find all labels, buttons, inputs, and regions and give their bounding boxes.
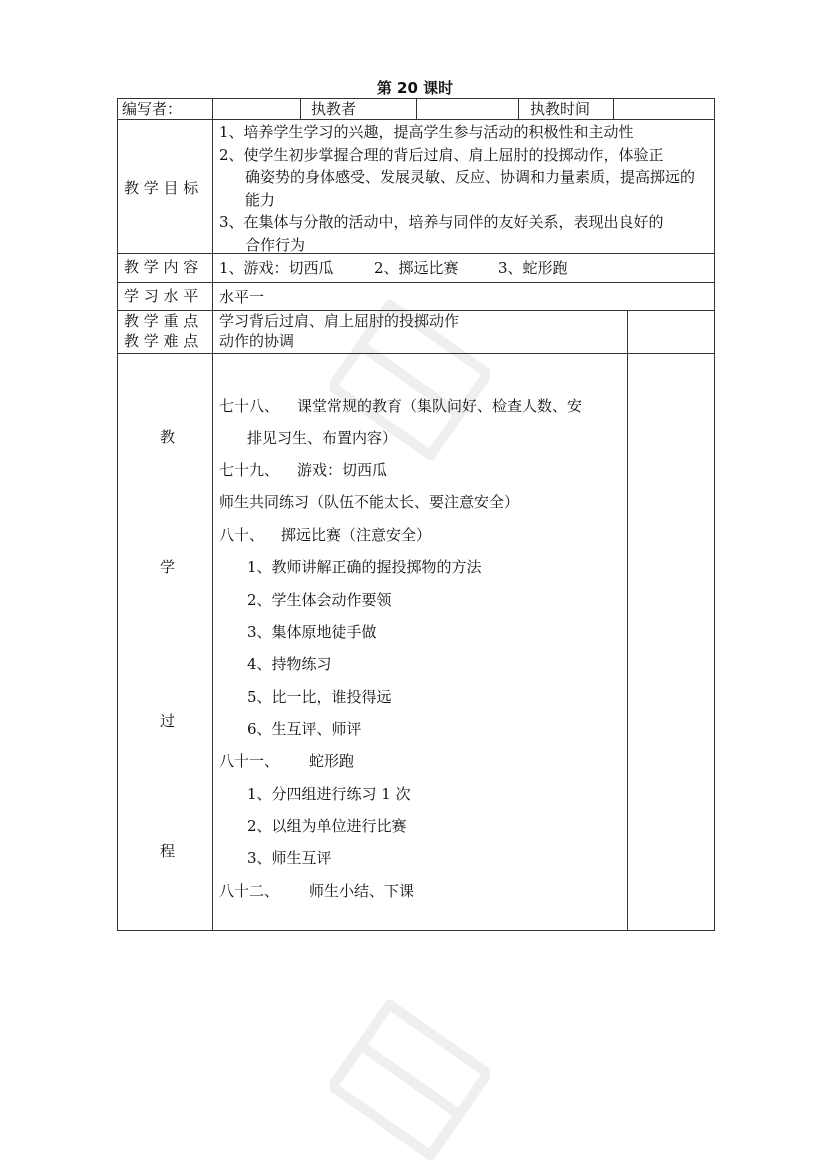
content-label: 教 学 内 容 bbox=[124, 258, 199, 276]
objective-item: 3、在集体与分散的活动中，培养与同伴的友好关系，表现出良好的 合作行为 bbox=[219, 213, 664, 254]
process-sub-item: 1、分四组进行练习 1 次 bbox=[247, 785, 411, 803]
level-value: 水平一 bbox=[219, 288, 265, 306]
content-item: 3、蛇形跑 bbox=[498, 259, 568, 277]
process-label-char: 学 bbox=[160, 558, 176, 576]
process-sub-item: 4、持物练习 bbox=[247, 655, 332, 673]
focus-label: 教 学 重 点 bbox=[124, 312, 199, 330]
watermark-graphic bbox=[330, 300, 490, 460]
process-sub-item: 5、比一比，谁投得远 bbox=[247, 688, 392, 706]
process-label-char: 过 bbox=[160, 712, 176, 730]
process-step: 八十、 掷远比赛（注意安全） bbox=[219, 526, 432, 544]
level-label: 学 习 水 平 bbox=[124, 287, 199, 305]
process-step: 八十一、 蛇形跑 bbox=[219, 752, 355, 770]
process-step: 七十八、 课堂常规的教育（集队问好、检查人数、安 bbox=[219, 397, 583, 415]
focus-text: 学习背后过肩、肩上屈肘的投掷动作 bbox=[219, 312, 460, 330]
process-sub-item: 2、以组为单位进行比赛 bbox=[247, 817, 407, 835]
objectives-label: 教 学 目 标 bbox=[124, 179, 199, 197]
content-item: 2、掷远比赛 bbox=[374, 259, 459, 277]
writer-label: 编写者： bbox=[122, 100, 183, 118]
process-label-char: 程 bbox=[160, 842, 176, 860]
process-sub-item: 1、教师讲解正确的握投掷物的方法 bbox=[247, 558, 482, 576]
page-title: 第 20 课时 bbox=[376, 79, 454, 97]
process-label-char: 教 bbox=[160, 428, 176, 446]
teaching-time-label: 执教时间 bbox=[530, 100, 591, 118]
difficulty-label: 教 学 难 点 bbox=[124, 332, 199, 350]
process-sub-item: 3、师生互评 bbox=[247, 849, 332, 867]
objective-item: 1、培养学生学习的兴趣，提高学生参与活动的积极性和主动性 bbox=[219, 123, 634, 141]
teacher-label: 执教者 bbox=[311, 100, 357, 118]
process-note: 师生共同练习（队伍不能太长、要注意安全） bbox=[219, 493, 520, 511]
process-step: 七十九、 游戏：切西瓜 bbox=[219, 461, 388, 479]
objectives-list bbox=[219, 121, 709, 256]
process-step: 八十二、 师生小结、下课 bbox=[219, 882, 415, 900]
watermark-graphic bbox=[330, 1000, 490, 1160]
process-sub-item: 2、学生体会动作要领 bbox=[247, 591, 392, 609]
objective-item: 2、使学生初步掌握合理的背后过肩、肩上屈肘的投掷动作，体验正 确姿势的身体感受、发展灵敏、反应、协调和力量素质，提高掷远的能力 bbox=[219, 145, 696, 209]
content-item: 1、游戏：切西瓜 bbox=[219, 259, 334, 277]
process-sub-item: 6、生互评、师评 bbox=[247, 720, 362, 738]
process-step-cont: 排见习生、布置内容） bbox=[247, 429, 398, 447]
process-sub-item: 3、集体原地徒手做 bbox=[247, 623, 377, 641]
difficulty-text: 动作的协调 bbox=[219, 332, 295, 350]
